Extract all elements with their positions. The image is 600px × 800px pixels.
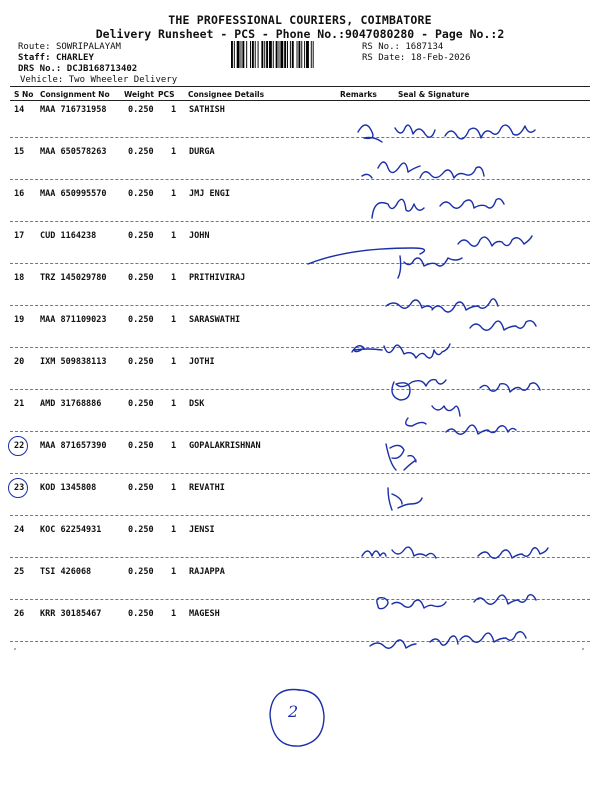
row-consignee: GOPALAKRISHNAN xyxy=(189,441,261,451)
row-consignment: MAA 716731958 xyxy=(40,105,107,115)
row-sno: 24 xyxy=(14,525,25,535)
runsheet-title: Delivery Runsheet - PCS - Phone No.:9047080280 - Page No.:2 xyxy=(95,27,505,41)
row-sno: 26 xyxy=(14,609,25,619)
signature-row-21 xyxy=(392,380,540,400)
col-sno-header: S No xyxy=(14,90,34,99)
row-sno: 21 xyxy=(14,399,25,409)
row-sno: 19 xyxy=(14,315,25,325)
row-weight: 0.250 xyxy=(128,273,154,283)
signature-row-26b xyxy=(370,632,526,649)
row-consignment: AMD 31768886 xyxy=(40,399,102,409)
signature-row-15 xyxy=(362,162,484,178)
edge-dot-left xyxy=(14,648,16,650)
row-consignment: KOD 1345808 xyxy=(40,483,97,493)
row-pcs: 1 xyxy=(171,273,177,283)
row-consignee: REVATHI xyxy=(189,483,225,493)
row-weight: 0.250 xyxy=(128,483,154,493)
row-sno: 25 xyxy=(14,567,25,577)
row-consignee: SATHISH xyxy=(189,105,225,115)
row-consignee: PRITHIVIRAJ xyxy=(189,273,246,283)
signature-row-17 xyxy=(458,236,532,246)
row-consignee: DURGA xyxy=(189,147,215,157)
row-sno: 14 xyxy=(14,105,25,115)
row-weight: 0.250 xyxy=(128,315,154,325)
row-sno: 18 xyxy=(14,273,25,283)
row-consignment: MAA 871109023 xyxy=(40,315,107,325)
route-label: Route: xyxy=(18,42,51,52)
rs-no-value: 1687134 xyxy=(405,42,444,52)
row-pcs: 1 xyxy=(171,147,177,157)
signature-row-14 xyxy=(358,125,535,142)
row-pcs: 1 xyxy=(171,399,177,409)
row-consignee: JMJ ENGI xyxy=(189,189,230,199)
row-weight: 0.250 xyxy=(128,525,154,535)
signature-row-26 xyxy=(377,595,536,609)
row-consignee: SARASWATHI xyxy=(189,315,241,325)
row-pcs: 1 xyxy=(171,525,177,535)
row-consignee: RAJAPPA xyxy=(189,567,225,577)
drs-label: DRS No.: xyxy=(18,64,62,74)
row-pcs: 1 xyxy=(171,483,177,493)
signature-row-19 xyxy=(386,299,536,330)
route-value: SOWRIPALAYAM xyxy=(55,42,121,52)
row-consignee: JENSI xyxy=(189,525,215,535)
vehicle-line: Vehicle: Two Wheeler Delivery xyxy=(20,75,178,85)
row-consignment: KRR 30185467 xyxy=(40,609,102,619)
signature-row-23 xyxy=(386,444,416,470)
signature-row-18 xyxy=(308,248,462,278)
signature-row-16 xyxy=(372,199,504,218)
col-consignment-header: Consignment No xyxy=(40,90,110,99)
row-pcs: 1 xyxy=(171,609,177,619)
rs-no-label: RS No.: xyxy=(362,42,400,52)
row-sno: 17 xyxy=(14,231,25,241)
handwritten-page-note: 2 xyxy=(288,702,299,721)
row-pcs: 1 xyxy=(171,357,177,367)
row-pcs: 1 xyxy=(171,315,177,325)
col-consignee-header: Consignee Details xyxy=(188,90,265,99)
row-consignment: CUD 1164238 xyxy=(40,231,97,241)
row-weight: 0.250 xyxy=(128,231,154,241)
row-consignment: KOC 62254931 xyxy=(40,525,102,535)
row-weight: 0.250 xyxy=(128,357,154,367)
signature-row-22 xyxy=(406,406,516,434)
row-sno: 16 xyxy=(14,189,25,199)
col-weight-header: Weight xyxy=(124,90,154,99)
row-consignment: IXM 509838113 xyxy=(40,357,107,367)
row-consignment: MAA 871657390 xyxy=(40,441,107,451)
row-sno: 23 xyxy=(14,483,25,493)
row-consignee: MAGESH xyxy=(189,609,220,619)
col-pcs-header: PCS xyxy=(158,90,175,99)
row-weight: 0.250 xyxy=(128,399,154,409)
rs-date-value: 18-Feb-2026 xyxy=(410,53,471,63)
row-pcs: 1 xyxy=(171,441,177,451)
signature-row-25 xyxy=(362,547,548,558)
row-pcs: 1 xyxy=(171,231,177,241)
row-sno: 22 xyxy=(14,441,25,451)
row-weight: 0.250 xyxy=(128,567,154,577)
row-weight: 0.250 xyxy=(128,609,154,619)
row-weight: 0.250 xyxy=(128,105,154,115)
row-consignment: TRZ 145029780 xyxy=(40,273,107,283)
row-sno: 15 xyxy=(14,147,25,157)
staff-label: Staff: xyxy=(18,53,51,63)
row-consignment: MAA 650995570 xyxy=(40,189,107,199)
row-pcs: 1 xyxy=(171,567,177,577)
rs-date-label: RS Date: xyxy=(362,53,406,63)
col-remarks-header: Remarks xyxy=(340,90,377,99)
row-weight: 0.250 xyxy=(128,147,154,157)
row-pcs: 1 xyxy=(171,189,177,199)
row-consignment: MAA 650578263 xyxy=(40,147,107,157)
drs-value: DCJB168713402 xyxy=(66,64,138,74)
row-sno: 20 xyxy=(14,357,25,367)
col-seal-header: Seal & Signature xyxy=(398,90,470,99)
staff-value: CHARLEY xyxy=(55,53,94,63)
company-name: THE PROFESSIONAL COURIERS, COIMBATORE xyxy=(168,13,432,27)
signature-row-24 xyxy=(388,488,422,510)
row-weight: 0.250 xyxy=(128,441,154,451)
signature-row-20 xyxy=(352,344,450,358)
row-consignee: JOHN xyxy=(189,231,210,241)
row-pcs: 1 xyxy=(171,105,177,115)
row-weight: 0.250 xyxy=(128,189,154,199)
row-consignee: DSK xyxy=(189,399,205,409)
edge-dot-right xyxy=(582,648,584,650)
row-consignee: JOTHI xyxy=(189,357,215,367)
row-consignment: TSI 426068 xyxy=(40,567,92,577)
